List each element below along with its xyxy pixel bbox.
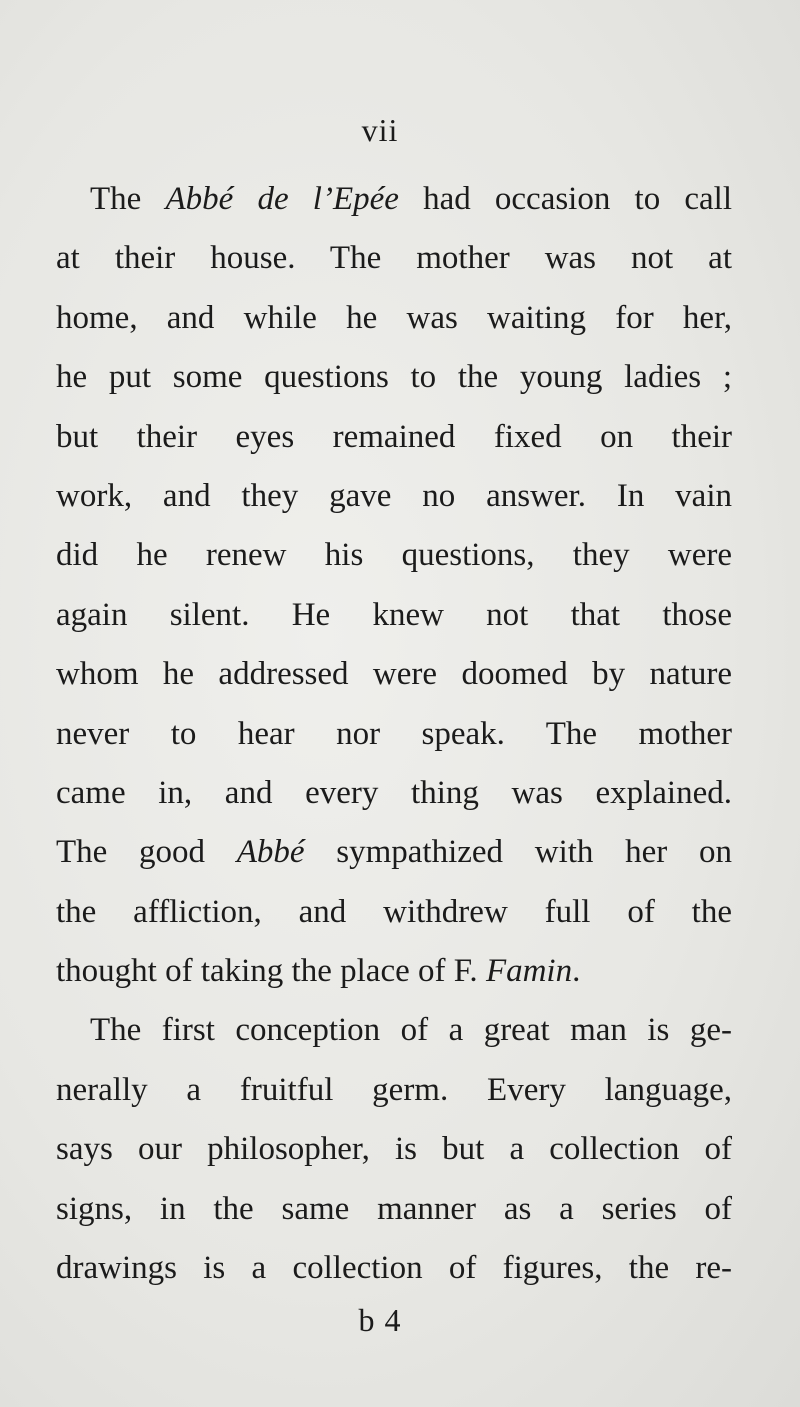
text-line-7	[56, 526, 732, 585]
text-line-3	[56, 289, 732, 348]
text-line-13	[56, 883, 732, 942]
line-segment: sympathized with her on	[304, 834, 732, 871]
line-segment: did he renew his questions, they were	[56, 537, 732, 574]
text-line-16	[56, 1061, 732, 1120]
text-line-17	[56, 1120, 732, 1179]
text-line-11	[56, 764, 732, 823]
italic-name-famin: Famin	[485, 953, 573, 990]
line-segment: whom he addressed were doomed by nature	[56, 656, 732, 693]
text-line-10	[56, 705, 732, 764]
line-segment: thought of taking the place of F.	[56, 953, 486, 990]
line-segment: .	[572, 953, 581, 990]
signature-mark: b 4	[358, 1302, 402, 1338]
line-segment: home, and while he was waiting for her,	[56, 299, 732, 336]
line-segment: drawings is a collection of figures, the re-	[56, 1250, 732, 1287]
line-segment: work, and they gave no answer. In vain	[56, 477, 732, 514]
text-line-12	[56, 823, 732, 882]
italic-name-abbe-de-lepee: Abbé de l’Epée	[165, 181, 399, 217]
body-text	[56, 170, 732, 1298]
line-segment: had occasion to call	[398, 181, 732, 217]
line-segment: he put some questions to the young ladies ;	[56, 359, 732, 396]
line-segment: The good	[56, 834, 237, 871]
line-segment: The first conception of a great man is ge-	[90, 1012, 732, 1049]
line-segment: says our philosopher, is but a collection of	[56, 1131, 732, 1168]
text-line-2	[56, 229, 732, 288]
page-number: vii	[361, 112, 399, 148]
line-segment: but their eyes remained fixed on their	[56, 418, 732, 455]
text-line-4	[56, 348, 732, 407]
line-segment: The	[90, 181, 166, 217]
line-segment: nerally a fruitful germ. Every language,	[56, 1071, 732, 1108]
line-segment: the affliction, and withdrew full of the	[56, 893, 732, 930]
text-line-5	[56, 408, 732, 467]
line-segment: never to hear nor speak. The mother	[56, 715, 732, 752]
line-segment: came in, and every thing was explained.	[56, 774, 732, 811]
text-line-6	[56, 467, 732, 526]
text-line-9	[56, 645, 732, 704]
text-line-18	[56, 1180, 732, 1239]
text-line-15	[56, 1001, 732, 1060]
line-segment: signs, in the same manner as a series of	[56, 1190, 732, 1227]
text-line-1	[56, 170, 732, 229]
text-line-19	[56, 1239, 732, 1298]
italic-name-abbe: Abbé	[236, 834, 305, 871]
line-segment: at their house. The mother was not at	[56, 240, 732, 277]
text-line-8	[56, 586, 732, 645]
line-segment: again silent. He knew not that those	[56, 596, 732, 633]
text-line-14	[56, 942, 732, 1001]
